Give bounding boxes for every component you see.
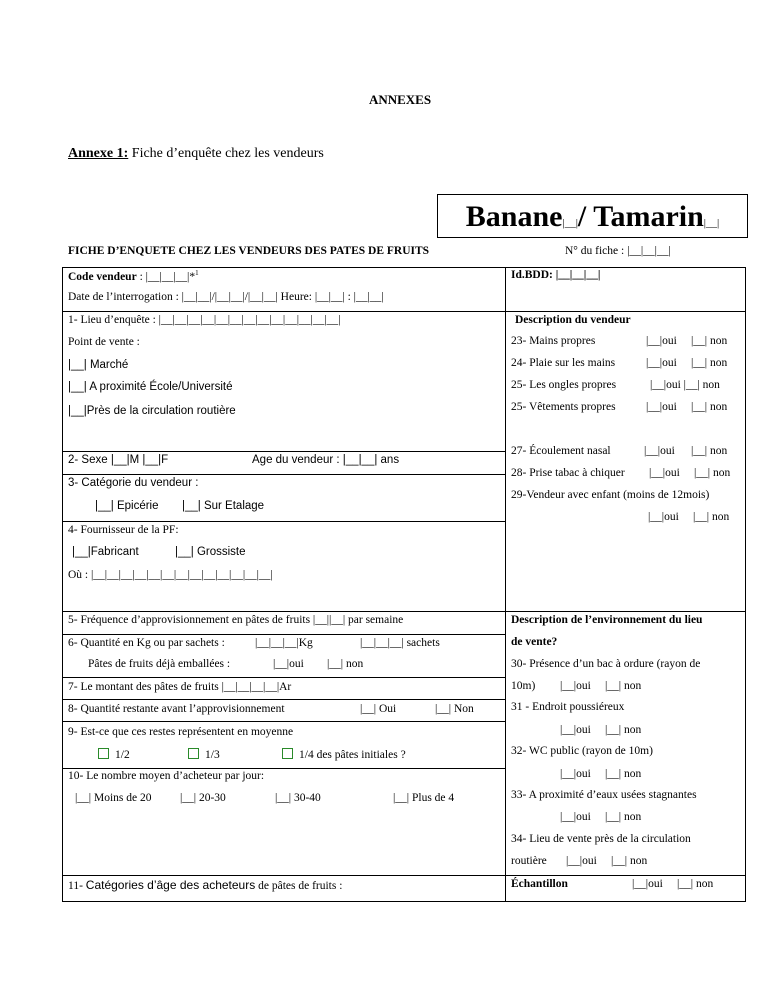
q32-wc-public: 32- WC public (rayon de 10m) (511, 745, 653, 757)
q23-oui: |__|oui (646, 335, 677, 347)
q30-bac-ordure: 30- Présence d’un bac à ordure (rayon de (511, 658, 701, 670)
annexe-heading (68, 146, 324, 162)
q29-enfant: 29-Vendeur avec enfant (moins de 12mois) (511, 489, 710, 501)
q5-frequence: 5- Fréquence d’approvisionnement en pâtes de fruits |__||__| par semaine (68, 614, 404, 626)
id-bdd: Id.BDD: |__|__|__| (511, 269, 601, 281)
row-divider (62, 677, 505, 678)
checkbox-icon (98, 748, 109, 759)
q10-acheteurs: 10- Le nombre moyen d’acheteur par jour: (68, 770, 265, 782)
q34-circulation: 34- Lieu de vente près de la circulation (511, 833, 691, 845)
q28-oui: |__|oui (649, 467, 680, 479)
q28-non: |__| non (694, 467, 731, 479)
table-border-top (62, 267, 746, 268)
banane-checkbox: |__| (562, 217, 578, 229)
fruit-banane: Banane (465, 200, 563, 233)
date-heure-field: Date de l’interrogation : |__|__|/|__|__|/|__|__| Heure: |__|__| : |__|__| (68, 291, 384, 303)
table-border-right (745, 267, 746, 902)
q27-oui: |__|oui (644, 445, 675, 457)
q10-opt-c: |__| 30-40 (275, 792, 321, 804)
desc-env-heading: Description de l’environnement du lieu (511, 614, 703, 626)
q10-opt-d: |__| Plus de 4 (393, 792, 455, 804)
q31-non: |__| non (605, 724, 642, 736)
footnote-mark: 1 (195, 269, 199, 277)
q27-non: |__| non (691, 445, 728, 457)
echantillon-oui: |__|oui (632, 878, 663, 890)
q30-non: |__| non (605, 680, 642, 692)
q34-circulation-2: routière (511, 855, 547, 867)
q32-oui: |__|oui (560, 768, 591, 780)
q10-opt-b: |__| 20-30 (180, 792, 226, 804)
point-vente-label: Point de vente : (68, 336, 140, 348)
ou-field: Où : |__|__|__|__|__|__|__|__|__|__|__|__|__| (68, 569, 273, 581)
q34-oui: |__|oui (566, 855, 597, 867)
q27-ecoulement: 27- Écoulement nasal (511, 445, 611, 457)
q7-montant: 7- Le montant des pâtes de fruits |__|__|__|__|Ar (68, 681, 292, 693)
checkbox-icon (188, 748, 199, 759)
desc-env-heading-2: de vente? (511, 636, 558, 648)
q34-non: |__| non (611, 855, 648, 867)
code-vendeur-field (68, 269, 199, 283)
q11-categories-age: 11- Catégories d’âge des acheteurs de pâtes de fruits : (68, 878, 343, 892)
q3-categorie: 3- Catégorie du vendeur : (68, 477, 199, 489)
q25b-oui: |__|oui (646, 401, 677, 413)
checkbox-icon (282, 748, 293, 759)
row-divider (62, 611, 746, 612)
opt-fabricant: |__|Fabricant (72, 546, 139, 558)
row-divider (62, 521, 505, 522)
q25-vetements: 25- Vêtements propres (511, 401, 616, 413)
table-border-bottom (62, 901, 746, 902)
q8-oui: |__| Oui (360, 703, 397, 715)
q25-ongles: 25- Les ongles propres (511, 379, 617, 391)
annexe-label: Annexe 1: (68, 146, 129, 161)
q23-mains-propres: 23- Mains propres (511, 335, 596, 347)
form-title: FICHE D’ENQUETE CHEZ LES VENDEURS DES PATES DE FRUITS (68, 245, 430, 257)
q29-non: |__| non (693, 511, 730, 523)
q4-fournisseur: 4- Fournisseur de la PF: (68, 524, 179, 536)
echantillon-label: Échantillon (511, 878, 568, 890)
row-divider (62, 474, 505, 475)
table-column-divider (505, 267, 506, 902)
q24-non: |__| non (691, 357, 728, 369)
q6-kg: |__|__|__|Kg (255, 637, 313, 649)
q9-opt-half: 1/2 (98, 748, 130, 761)
page-title: ANNEXES (368, 92, 432, 107)
q9-restes: 9- Est-ce que ces restes représentent en moyenne (68, 726, 294, 738)
q29-oui: |__|oui (648, 511, 679, 523)
fruit-type-box (437, 194, 748, 238)
q6-quantite: 6- Quantité en Kg ou par sachets : (68, 637, 225, 649)
q8-quantite-restante: 8- Quantité restante avant l’approvisionnement (68, 703, 285, 715)
q6-sachets: |__|__|__| sachets (360, 637, 440, 649)
q6-emballees: Pâtes de fruits déjà emballées : (88, 658, 231, 670)
opt-route: |__|Près de la circulation routière (68, 405, 236, 417)
q28-tabac: 28- Prise tabac à chiquer (511, 467, 625, 479)
q33-eaux-usees: 33- A proximité d’eaux usées stagnantes (511, 789, 697, 801)
opt-etalage: |__| Sur Etalage (182, 500, 265, 512)
echantillon-non: |__| non (677, 878, 714, 890)
q32-non: |__| non (605, 768, 642, 780)
row-divider (62, 768, 505, 769)
table-border-left (62, 267, 63, 902)
row-divider (62, 311, 505, 312)
q6-non: |__| non (327, 658, 364, 670)
q33-non: |__| non (605, 811, 642, 823)
code-vendeur-label: Code vendeur (68, 270, 137, 283)
row-divider (62, 699, 505, 700)
q6-oui: |__|oui (273, 658, 304, 670)
opt-grossiste: |__| Grossiste (175, 546, 246, 558)
row-divider (62, 451, 505, 452)
opt-marche: |__| Marché (68, 359, 129, 371)
q30-bac-ordure-2: 10m) (511, 680, 536, 692)
code-vendeur-blank: : |__|__|__|* (136, 270, 196, 283)
tamarin-checkbox: |__| (703, 217, 720, 229)
q9-opt-quarter: 1/4 des pâtes initiales ? (282, 748, 406, 761)
q33-oui: |__|oui (560, 811, 591, 823)
q1-lieu-enquete: 1- Lieu d’enquête : |__|__|__|__|__|__|__|__|__|__|__|__|__| (68, 314, 341, 326)
q24-oui: |__|oui (646, 357, 677, 369)
form-number: N° du fiche : |__|__|__| (565, 245, 671, 257)
q24-plaie: 24- Plaie sur les mains (511, 357, 616, 369)
row-divider (62, 721, 505, 722)
opt-ecole: |__| A proximité École/Université (68, 381, 233, 393)
row-divider (505, 311, 746, 312)
q31-oui: |__|oui (560, 724, 591, 736)
annexe-text: Fiche d’enquête chez les vendeurs (128, 146, 324, 161)
opt-epicerie: |__| Epicérie (95, 500, 159, 512)
q30-oui: |__|oui (560, 680, 591, 692)
row-divider (62, 634, 505, 635)
q10-opt-a: |__| Moins de 20 (75, 792, 152, 804)
q2-sexe: 2- Sexe |__|M |__|F (68, 454, 169, 466)
q8-non: |__| Non (435, 703, 474, 715)
row-divider (62, 875, 746, 876)
q23-non: |__| non (691, 335, 728, 347)
desc-vendeur-heading: Description du vendeur (515, 314, 631, 326)
q31-poussiereux: 31 - Endroit poussiéreux (511, 701, 625, 713)
age-vendeur: Age du vendeur : |__|__| ans (252, 454, 400, 466)
q25b-non: |__| non (691, 401, 728, 413)
q9-opt-third: 1/3 (188, 748, 220, 761)
fruit-tamarin: / Tamarin (577, 200, 704, 233)
q25-ongles-ouinon: |__|oui |__| non (650, 379, 720, 391)
